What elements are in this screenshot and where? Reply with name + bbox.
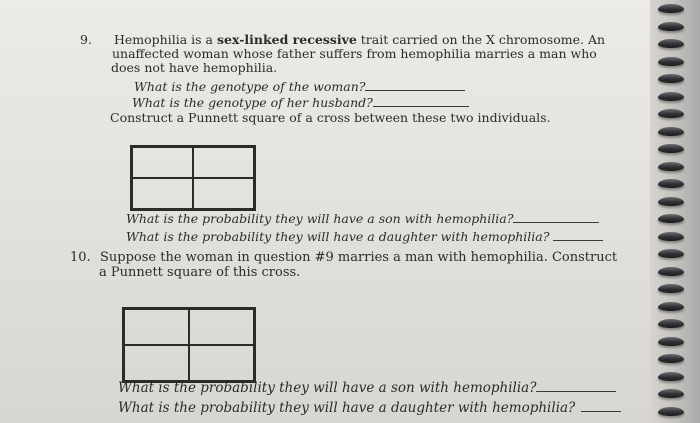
q9-instruction: Construct a Punnett square of a cross between these two individuals.: [110, 110, 551, 125]
spiral-coil-icon: [658, 109, 684, 118]
spiral-coil-icon: [658, 372, 684, 381]
q10-punnett-cell[interactable]: [124, 309, 189, 345]
q9-line-1-c: trait carried on the X chromosome. An: [356, 32, 606, 47]
q9-daughter-probability-text: What is the probability they will have a daughter with hemophilia?: [126, 229, 550, 244]
q9-woman-question-text: What is the genotype of the woman?: [134, 79, 366, 94]
spiral-coil-icon: [658, 319, 684, 328]
spiral-coil-icon: [658, 284, 684, 293]
spiral-coil-icon: [658, 267, 684, 276]
q10-punnett-cell[interactable]: [189, 309, 254, 345]
q9-daughter-probability: [126, 229, 603, 244]
q9-son-probability-text: What is the probability they will have a son with hemophilia?: [126, 211, 514, 226]
spiral-coil-icon: [658, 57, 684, 66]
spiral-coil-icon: [658, 127, 684, 136]
spiral-coil-icon: [658, 232, 684, 241]
spiral-coil-icon: [658, 4, 684, 13]
q9-line-1: [114, 32, 605, 47]
q9-keyword: sex-linked recessive: [216, 32, 357, 47]
q10-punnett-square[interactable]: [122, 307, 256, 383]
q9-line-1-a: Hemophilia is a: [114, 32, 217, 47]
q9-daughter-answer-blank[interactable]: [553, 230, 603, 241]
spiral-coil-icon: [658, 162, 684, 171]
q9-punnett-cell[interactable]: [193, 178, 254, 209]
q10-punnett-cell[interactable]: [124, 345, 189, 381]
q9-woman-answer-blank[interactable]: [365, 80, 465, 91]
q10-daughter-answer-blank[interactable]: [581, 401, 621, 412]
q9-son-probability: [126, 211, 599, 226]
spiral-coil-icon: [658, 92, 684, 101]
q9-line-2: unaffected woman whose father suffers from hemophilia marries a man who: [112, 46, 597, 61]
q9-husband-question: [132, 95, 469, 110]
spiral-coil-icon: [658, 144, 684, 153]
spiral-coil-icon: [658, 407, 684, 416]
q9-son-answer-blank[interactable]: [513, 212, 599, 223]
spiral-coil-icon: [658, 22, 684, 31]
q10-line-1: Suppose the woman in question #9 marries a man with hemophilia. Construct: [100, 250, 618, 265]
q9-punnett-cell[interactable]: [132, 147, 193, 178]
spiral-coil-icon: [658, 214, 684, 223]
spiral-coil-icon: [658, 302, 684, 311]
spiral-coil-icon: [658, 337, 684, 346]
spiral-coil-icon: [658, 249, 684, 258]
q9-line-3: does not have hemophilia.: [111, 60, 278, 75]
q9-number: 9.: [80, 32, 92, 47]
q10-line-2: a Punnett square of this cross.: [99, 265, 301, 280]
q10-son-probability-text: What is the probability they will have a son with hemophilia?: [118, 380, 537, 396]
q10-son-answer-blank[interactable]: [536, 381, 616, 392]
q9-punnett-cell[interactable]: [132, 178, 193, 209]
q9-woman-question: [134, 79, 465, 94]
q9-punnett-cell[interactable]: [193, 147, 254, 178]
spiral-coil-icon: [658, 39, 684, 48]
q10-daughter-probability: [118, 401, 621, 416]
q10-son-probability: [118, 381, 616, 396]
q9-punnett-square[interactable]: [130, 145, 256, 211]
q10-number: 10.: [70, 250, 91, 265]
spiral-coil-icon: [658, 354, 684, 363]
q10-daughter-probability-text: What is the probability they will have a daughter with hemophilia?: [118, 400, 576, 416]
spiral-coil-icon: [658, 389, 684, 398]
q9-husband-answer-blank[interactable]: [373, 96, 469, 107]
spiral-coil-icon: [658, 179, 684, 188]
spiral-coil-icon: [658, 74, 684, 83]
q10-punnett-cell[interactable]: [189, 345, 254, 381]
q9-husband-question-text: What is the genotype of her husband?: [132, 95, 373, 110]
spiral-coil-icon: [658, 197, 684, 206]
